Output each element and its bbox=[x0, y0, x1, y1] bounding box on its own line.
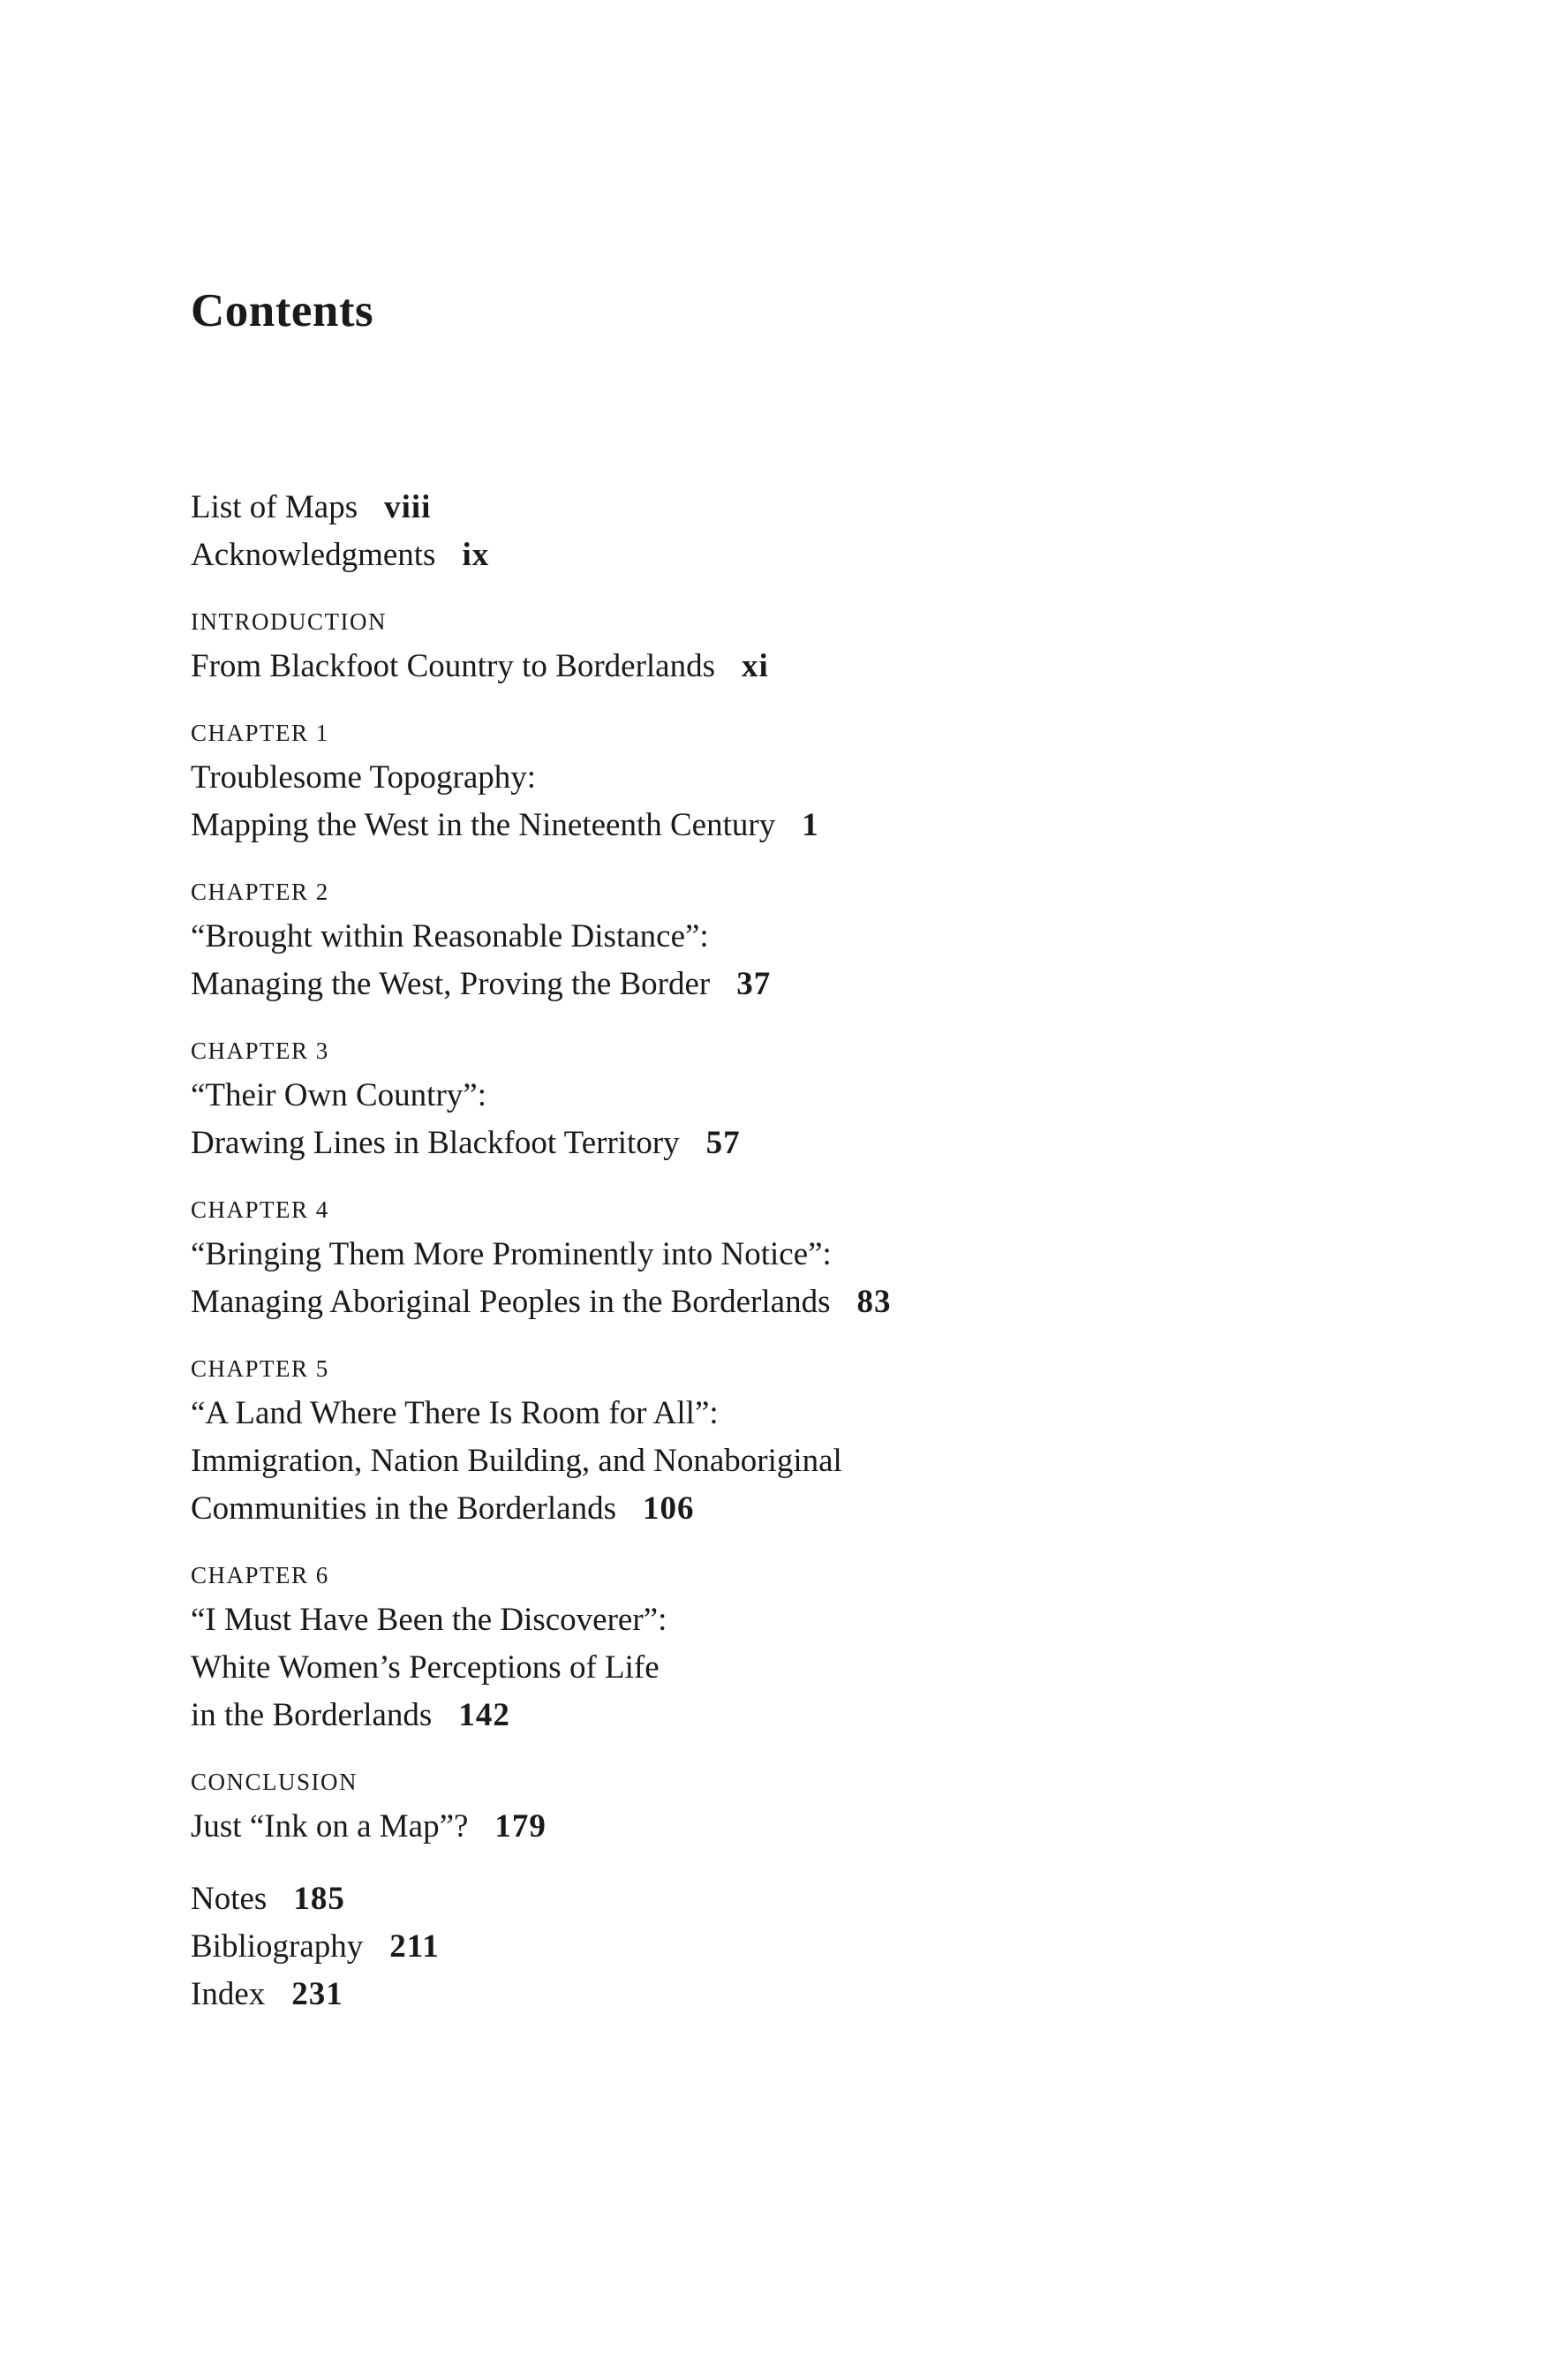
toc-entry-line[interactable] bbox=[191, 1120, 1427, 1167]
entry-title: Immigration, Nation Building, and Nonaboriginal bbox=[191, 1443, 842, 1479]
section-label: CHAPTER 3 bbox=[191, 1037, 329, 1064]
entry-title: in the Borderlands bbox=[191, 1697, 433, 1733]
entry-title: White Women’s Perceptions of Life bbox=[191, 1649, 660, 1686]
toc-entry-line[interactable] bbox=[191, 754, 1427, 802]
toc-entry-line[interactable] bbox=[191, 1279, 1427, 1326]
toc-entry-line[interactable] bbox=[191, 913, 1427, 961]
page-number: viii bbox=[384, 489, 432, 525]
toc-entry-acknowledgments[interactable] bbox=[191, 532, 1427, 579]
page-number: 1 bbox=[802, 807, 819, 843]
front-matter bbox=[191, 484, 1427, 579]
page-number: 37 bbox=[736, 966, 772, 1002]
page-number: 142 bbox=[458, 1697, 510, 1733]
entry-title: “Bringing Them More Prominently into Notice”: bbox=[191, 1236, 832, 1272]
toc-entry-list-of-maps[interactable] bbox=[191, 484, 1427, 532]
entry-title: Just “Ink on a Map”? bbox=[191, 1808, 469, 1845]
entry-title: Managing the West, Proving the Border bbox=[191, 966, 711, 1002]
section-label: CONCLUSION bbox=[191, 1769, 358, 1795]
toc-entry-line[interactable] bbox=[191, 1692, 1427, 1739]
entry-title: Troublesome Topography: bbox=[191, 759, 537, 796]
toc-entry-notes[interactable] bbox=[191, 1875, 1427, 1923]
entry-title: “A Land Where There Is Room for All”: bbox=[191, 1395, 719, 1431]
toc-entry-line[interactable] bbox=[191, 1390, 1427, 1437]
toc-entry-line[interactable] bbox=[191, 1485, 1427, 1533]
toc-entry[interactable] bbox=[191, 1803, 1427, 1851]
page-number: 83 bbox=[856, 1284, 892, 1320]
entry-title: Drawing Lines in Blackfoot Territory bbox=[191, 1125, 680, 1161]
page-number: ix bbox=[462, 537, 490, 573]
toc-entry-bibliography[interactable] bbox=[191, 1923, 1427, 1971]
entry-title: List of Maps bbox=[191, 489, 358, 525]
section-label: CHAPTER 5 bbox=[191, 1355, 329, 1382]
toc-section-introduction bbox=[191, 600, 1427, 690]
page-number: 57 bbox=[705, 1125, 741, 1161]
page-number: 106 bbox=[642, 1490, 695, 1527]
entry-title: “Their Own Country”: bbox=[191, 1077, 486, 1113]
toc-entry-line[interactable] bbox=[191, 1231, 1427, 1279]
toc-section-conclusion bbox=[191, 1761, 1427, 1851]
page-title: Contents bbox=[191, 285, 374, 336]
entry-title: Acknowledgments bbox=[191, 537, 436, 573]
table-of-contents bbox=[191, 484, 1427, 2018]
toc-section-chapter-2 bbox=[191, 871, 1427, 1008]
toc-entry-line[interactable] bbox=[191, 1596, 1427, 1644]
toc-entry-line[interactable] bbox=[191, 961, 1427, 1008]
section-label: INTRODUCTION bbox=[191, 608, 387, 635]
entry-title: “Brought within Reasonable Distance”: bbox=[191, 918, 709, 954]
toc-entry[interactable] bbox=[191, 643, 1427, 690]
entry-title: “I Must Have Been the Discoverer”: bbox=[191, 1602, 667, 1638]
page-number: 231 bbox=[291, 1976, 343, 2012]
entry-title: From Blackfoot Country to Borderlands bbox=[191, 648, 715, 684]
section-label: CHAPTER 6 bbox=[191, 1562, 329, 1588]
entry-title: Communities in the Borderlands bbox=[191, 1490, 616, 1527]
toc-section-chapter-6 bbox=[191, 1554, 1427, 1739]
entry-title: Mapping the West in the Nineteenth Century bbox=[191, 807, 776, 843]
entry-title: Index bbox=[191, 1976, 266, 2012]
section-label: CHAPTER 4 bbox=[191, 1196, 329, 1223]
page-number: 179 bbox=[494, 1808, 547, 1845]
toc-entry-line[interactable] bbox=[191, 1644, 1427, 1692]
entry-title: Bibliography bbox=[191, 1928, 364, 1965]
entry-title: Notes bbox=[191, 1881, 268, 1917]
toc-section-chapter-1 bbox=[191, 712, 1427, 849]
toc-section-chapter-4 bbox=[191, 1188, 1427, 1326]
toc-entry-line[interactable] bbox=[191, 1072, 1427, 1120]
toc-entry-line[interactable] bbox=[191, 1437, 1427, 1485]
section-label: CHAPTER 1 bbox=[191, 720, 329, 746]
page-number: 185 bbox=[293, 1881, 345, 1917]
toc-section-chapter-5 bbox=[191, 1347, 1427, 1533]
toc-entry-index[interactable] bbox=[191, 1971, 1427, 2018]
section-label: CHAPTER 2 bbox=[191, 879, 329, 905]
toc-entry-line[interactable] bbox=[191, 802, 1427, 849]
back-matter bbox=[191, 1875, 1427, 2018]
page-number: xi bbox=[742, 648, 769, 684]
page-number: 211 bbox=[389, 1928, 440, 1965]
toc-section-chapter-3 bbox=[191, 1030, 1427, 1167]
entry-title: Managing Aboriginal Peoples in the Borderlands bbox=[191, 1284, 831, 1320]
